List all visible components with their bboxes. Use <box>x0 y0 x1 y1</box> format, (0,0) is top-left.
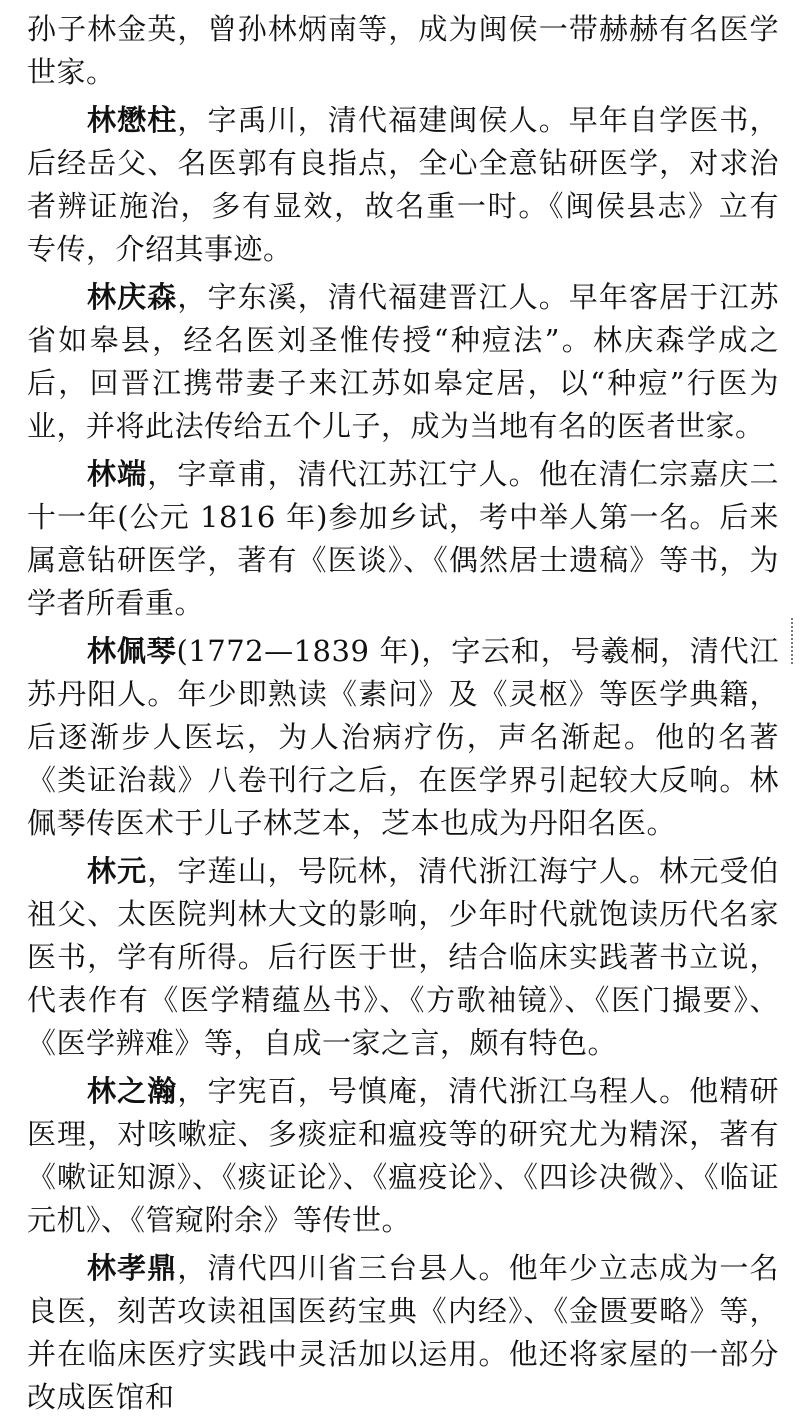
document-page <box>27 0 779 1419</box>
entry-lin-peiqin <box>27 630 779 845</box>
entry-text: ，字宪百，号慎庵，清代浙江乌程人。他精研医理，对咳嗽症、多痰症和瘟疫等的研究尤为精深，著有《嗽证知源》、《痰证论》、《瘟疫论》、《四诊决微》、《临证元机》、《管窥附余》等传世。 <box>27 1074 779 1237</box>
entry-text: ，字章甫，清代江苏江宁人。他在清仁宗嘉庆二十一年(公元 1816 年)参加乡试，考中举人第一名。后来属意钻研医学，著有《医谈》、《偶然居士遗稿》等书，为学者所看重。 <box>27 457 779 620</box>
entry-name: 林端 <box>87 457 148 491</box>
entry-lin-duan <box>27 453 779 625</box>
paragraph-continuation <box>27 8 779 94</box>
entry-lin-xiaoding <box>27 1247 779 1419</box>
entry-lin-zhihan <box>27 1070 779 1242</box>
entry-name: 林孝鼎 <box>87 1251 178 1285</box>
entry-text: ，字莲山，号阮林，清代浙江海宁人。林元受伯祖父、太医院判林大文的影响，少年时代就饱读历代名家医书，学有所得。后行医于世，结合临床实践著书立说，代表作有《医学精蕴丛书》、《方歌袖镜》、《医门撮要》、《医学辨难》等，自成一家之言，颇有特色。 <box>27 854 779 1060</box>
entry-name: 林佩琴 <box>87 634 177 668</box>
entry-lin-qingsen <box>27 276 779 448</box>
page-edge-mark <box>791 618 796 664</box>
entry-text: ，字东溪，清代福建晋江人。早年客居于江苏省如皋县，经名医刘圣惟传授“种痘法”。林庆森学成之后，回晋江携带妻子来江苏如皋定居，以“种痘”行医为业，并将此法传给五个儿子，成为当地有名的医者世家。 <box>27 280 779 443</box>
entry-lin-maozhu <box>27 99 779 271</box>
entry-text: (1772—1839 年)，字云和，号羲桐，清代江苏丹阳人。年少即熟读《素问》及《灵枢》等医学典籍，后逐渐步人医坛，为人治病疗伤，声名渐起。他的名著《类证治裁》八卷刊行之后，在医学界引起较大反响。林佩琴传医术于儿子林芝本，芝本也成为丹阳名医。 <box>27 634 779 840</box>
entry-name: 林庆森 <box>87 280 178 314</box>
entry-name: 林之瀚 <box>87 1074 178 1108</box>
entry-lin-yuan <box>27 850 779 1065</box>
entry-name: 林元 <box>87 854 148 888</box>
entry-name: 林懋柱 <box>87 103 178 137</box>
entry-text: ，清代四川省三台县人。他年少立志成为一名良医，刻苦攻读祖国医药宝典《内经》、《金匮要略》等，并在临床医疗实践中灵活加以运用。他还将家屋的一部分改成医馆和 <box>27 1251 779 1414</box>
entry-text: ，字禹川，清代福建闽侯人。早年自学医书，后经岳父、名医郭有良指点，全心全意钻研医学，对求治者辨证施治，多有显效，故名重一时。《闽侯县志》立有专传，介绍其事迹。 <box>27 103 779 266</box>
paragraph-text: 孙子林金英，曾孙林炳南等，成为闽侯一带赫赫有名医学世家。 <box>27 12 779 89</box>
